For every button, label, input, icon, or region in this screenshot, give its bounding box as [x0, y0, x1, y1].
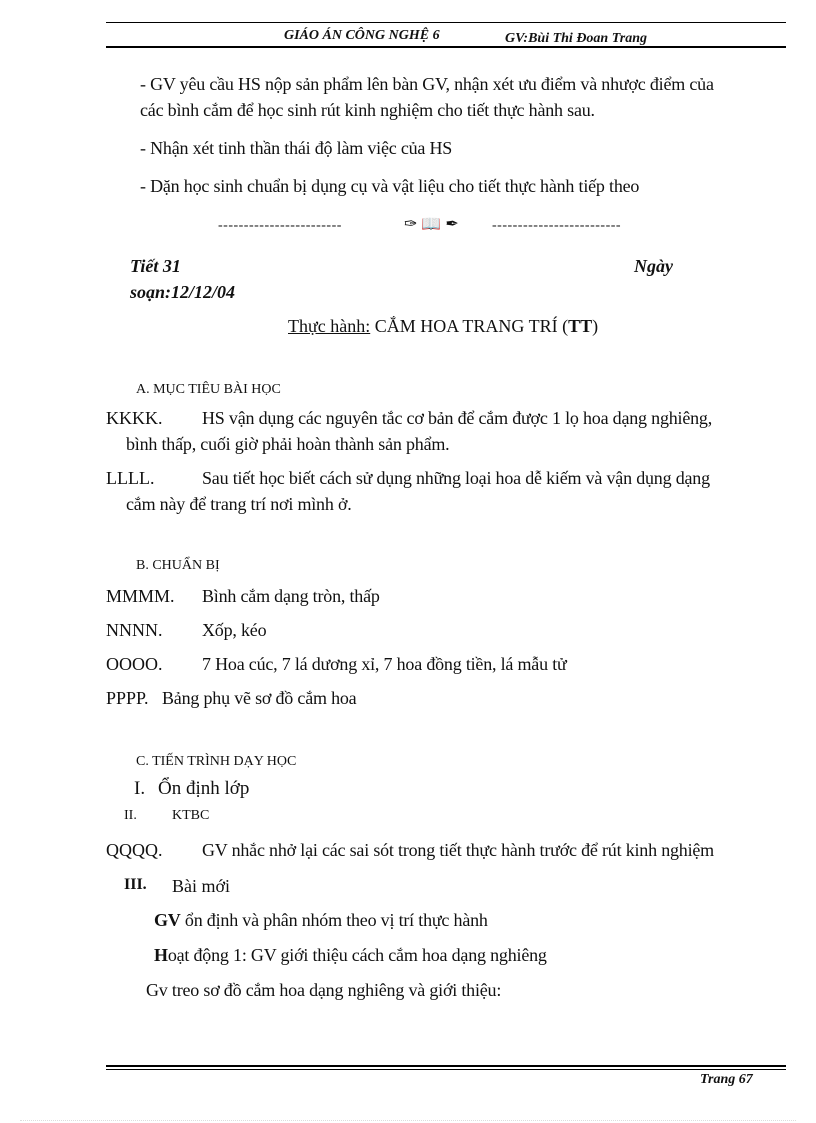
section-c-paragraph-1 — [154, 910, 488, 931]
p1-bold: GV — [154, 910, 181, 930]
section-b-item-2-label: NNNN. — [106, 620, 163, 640]
section-b-item-1-label: MMMM. — [106, 586, 175, 606]
lesson-title-end: ) — [592, 316, 599, 336]
footer-rule-top — [106, 1065, 786, 1067]
lesson-ngay: Ngày — [634, 256, 673, 276]
p2-bold: H — [154, 945, 168, 965]
section-c-paragraph-2 — [154, 945, 547, 966]
section-a-heading: A. MỤC TIÊU BÀI HỌC — [136, 382, 281, 397]
section-c-i-text: Ổn định lớp — [158, 778, 250, 799]
intro-line-3: - Dặn học sinh chuẩn bị dụng cụ và vật liệu cho tiết thực hành tiếp theo — [140, 176, 640, 196]
p2-bold2: oạt động 1 — [167, 945, 242, 965]
section-b-item-2-text: Xốp, kéo — [202, 620, 267, 640]
lesson-tiet: Tiết 31 — [130, 256, 181, 276]
section-a-item-2-text2: cắm này để trang trí nơi mình ở. — [126, 494, 352, 514]
section-b-heading: B. CHUẨN BỊ — [136, 558, 220, 573]
section-b-item-1-text: Bình cắm dạng tròn, thấp — [202, 586, 380, 606]
footer-page-number: Trang 67 — [700, 1072, 753, 1087]
section-a-item-1-label: KKKK. — [106, 408, 163, 428]
lesson-title-prefix: Thực hành: — [288, 316, 371, 336]
section-b-item-4-label: PPPP. — [106, 688, 149, 708]
page-bottom-edge — [20, 1120, 796, 1121]
p2-rest: : GV giới thiệu cách cắm hoa dạng nghiêng — [241, 945, 547, 965]
section-a-item-2-label: LLLL. — [106, 468, 155, 488]
section-a-item-2-text1: Sau tiết học biết cách sử dụng những loại hoa dễ kiếm và vận dụng dạng — [202, 468, 710, 488]
section-c-paragraph-3: Gv treo sơ đồ cắm hoa dạng nghiêng và giới thiệu: — [146, 980, 502, 1000]
intro-line-2: - Nhận xét tinh thần thái độ làm việc của HS — [140, 138, 453, 158]
lesson-title-tt: TT — [568, 316, 593, 336]
separator-left: ------------------------ — [218, 218, 342, 233]
section-a-item-1-text1: HS vận dụng các nguyên tắc cơ bản để cắm được 1 lọ hoa dạng nghiêng, — [202, 408, 713, 428]
header-bottom-rule — [106, 46, 786, 48]
section-a-item-1-text2: bình thấp, cuối giờ phải hoàn thành sản phẩm. — [126, 434, 450, 454]
lesson-title — [288, 316, 598, 337]
header-top-rule — [106, 22, 786, 23]
book-ornament-icon: ✑ 📖 ✒ — [404, 216, 459, 233]
intro-line-1a: - GV yêu cầu HS nộp sản phẩm lên bàn GV, nhận xét ưu điểm và nhược điểm của — [140, 74, 714, 94]
section-c-ii-label: II. — [124, 808, 137, 823]
section-b-item-3-text: 7 Hoa cúc, 7 lá dương xỉ, 7 hoa đồng tiền, lá mẫu tử — [202, 654, 567, 674]
section-c-iii-label: III. — [124, 876, 147, 893]
lesson-title-main: CẮM HOA TRANG TRÍ ( — [370, 316, 569, 336]
intro-line-1b: các bình cắm để học sinh rút kinh nghiệm cho tiết thực hành sau. — [140, 100, 595, 120]
section-c-i-label: I. — [134, 778, 146, 799]
separator-ornament — [404, 214, 459, 234]
header-title: GIÁO ÁN CÔNG NGHỆ 6 — [284, 28, 440, 43]
section-c-q-text: GV nhắc nhở lại các sai sót trong tiết thực hành trước để rút kinh nghiệm — [202, 840, 714, 860]
section-b-item-3-label: OOOO. — [106, 654, 163, 674]
footer-rule-bottom — [106, 1069, 786, 1070]
p1-rest: ổn định và phân nhóm theo vị trí thực hành — [180, 910, 488, 930]
separator-right: ------------------------- — [492, 218, 622, 233]
section-c-ii-text: KTBC — [172, 808, 210, 823]
section-c-iii-text: Bài mới — [172, 876, 231, 896]
section-b-item-4-text: Bảng phụ vẽ sơ đồ cắm hoa — [162, 688, 357, 708]
lesson-soan: soạn:12/12/04 — [130, 282, 236, 302]
section-c-q-label: QQQQ. — [106, 840, 163, 860]
header-teacher: GV:Bùi Thi Đoan Trang — [505, 31, 647, 46]
section-c-heading: C. TIẾN TRÌNH DẠY HỌC — [136, 754, 297, 769]
